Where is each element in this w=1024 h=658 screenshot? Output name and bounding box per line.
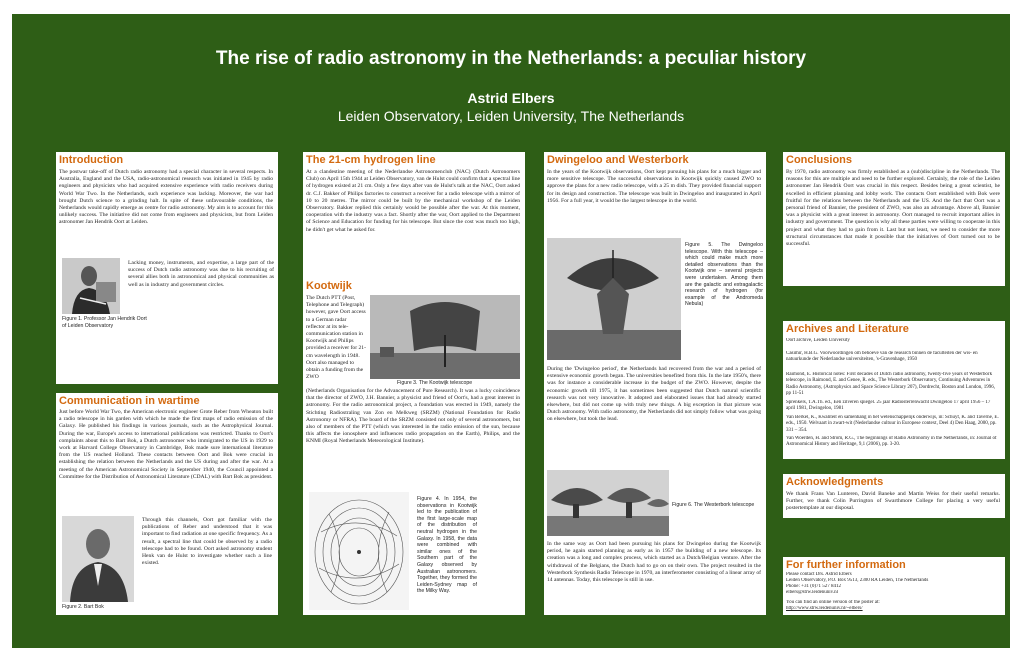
contact-line: Leiden Observatory, P.O. Box 9513, 2300 RA Leiden, The Netherlands xyxy=(786,578,929,583)
contact-line: You can find an online version of the poster at: xyxy=(786,600,880,605)
introduction-heading: Introduction xyxy=(59,154,124,166)
bok-photo xyxy=(62,516,134,602)
figure3-caption: Figure 3. The Kootwijk telescope xyxy=(397,380,473,386)
archive-line: Van Woerden, H. and Strom, R.G., The beginnings of Radio Astronomy in the Netherlands, in: Journal of Astronomical History and Heritage, 9,1 (2006), pp. 3-20. xyxy=(786,436,997,448)
figure2-caption: Figure 2. Bart Bok xyxy=(62,604,104,610)
hydrogen-heading: The 21-cm hydrogen line xyxy=(306,154,436,166)
archives-heading: Archives and Literature xyxy=(786,323,909,335)
archive-line: Raimond, E. Historical notes: First decades of Dutch radio astronomy, twenty-five years of Westerbork telescope, in Raimond, E. and Genee, R. eds., The Westerbork Observatory, Continuing Adventures in Radio Astronomy, (Astrophysics and Space Science Library 207), Dordrecht, Boston and London, 1996, pp 11-51 xyxy=(786,372,995,397)
acknowledgments-heading: Acknowledgments xyxy=(786,476,884,488)
conclusions-text: By 1970, radio astronomy was firmly established as a (sub)discipline in the Netherlands. The reasons for this are multiple and need to be further explored. Certainly, the role of the Leiden astronomer Jan Hendrik Oort was crucial in this respect. Besides being a great scientist, he excelled in efficient planning and lobby work. The contacts Oort established with Bok were fruitful for the relations between the Netherlands and the US. And the fact that Oort was a personal friend of Bannier, the president of ZWO, was also an advantage. Above all, Bannier was a physicist with a great interest in astronomy. Oort managed to recruit important allies in industry and government. The question is why all these parties were willing to cooperate in this project and what they had to gain from it. Last but not least, we need to consider the more structural circumstances that made it possible that the initiatives of Oort turned out to be successful. xyxy=(786,169,1000,248)
contact-line: Phone: +31 (0)71 527 8412 xyxy=(786,584,842,589)
archive-line: Casimir, H.B.G. Voorwoordingen om behoeve van de research binnen de faculteiten der wis- en natuurkunde der Nederlandse universiteiten, 's-Gravenhage, 1950 xyxy=(786,351,978,363)
kootwijk-heading: Kootwijk xyxy=(306,280,352,292)
contact-email[interactable]: elbers@strw.leidenuniv.nl xyxy=(786,590,838,595)
figure5-caption: Figure 5. The Dwingeloo telescope. With this telescope – which could make much more detailed observations than the Kootwijk one – several projects were undertaken. Among them are the galactic and extragalactic research of hydrogen (for example of the Andromeda Nebula) xyxy=(685,242,763,308)
conclusions-heading: Conclusions xyxy=(786,154,853,166)
introduction-side-text: Lacking money, instruments, and expertise, a large part of the success of Dutch radio astronomy was due to his recruiting of several allies both in astronomical and physical communities as well as in industry and government circles. xyxy=(128,260,274,288)
poster-url-link[interactable]: http://www.strw.leidenuniv.nl/~elbers/ xyxy=(786,606,863,611)
hydrogen-map-illustration xyxy=(309,492,409,610)
dwingeloo-text2: During the 'Dwingeloo period', the Netherlands had recovered from the war and a period of extensive economic growth began. The universities benefited from this. In the late 1950's, there was for instance a considerable increase in the budget of the ZWO. However, despite the economic growth till 1975, it has sometimes been suggested that Dutch natural scientific research was not very innovative. It adopted and elaborated issues that had already started elsewhere, but did not come up with truly new things. A big exception in that picture was Dutch astronomy. With radio astronomy, the Netherlands did not simply follow what was going on elsewhere, but took the lead. xyxy=(547,366,761,423)
figure6-caption: Figure 6. The Westerbork telescope xyxy=(672,502,755,508)
acknowledgments-text: We thank Frans Van Lunteren, David Baneke and Martin Weiss for their useful remarks. Further, we thank Colin Purrington of Swarthmore College for placing a very useful postertemplate at our disposal. xyxy=(786,491,1000,512)
westerbork-photo-illustration xyxy=(547,470,669,536)
communication-panel xyxy=(56,393,278,615)
communication-text: Just before World War Two, the American electronic engineer Grote Reber from Wheaton built a radio telescope in his garden with which he made the first maps of radio emission of the Galaxy. He published his findings in various journals, such as the Astrophysical Journal. During the war, Europe's access to international publications was restricted. Thanks to Oort's complaints about this to Bart Bok, a Dutch astronomer who immigrated to the US in 1929 to work at Harvard College Observatory in Cambridge, Bok made sure international literature from the US reached Holland. These contacts between Oort and Bok were crucial in establishing the relation between the Netherlands and the US during and after the war. At a meeting of the American Astronomical Society in September 1940, the Council appointed a Committee for the Distribution of Astronomical Literature (CDAL) with Bart Bok as president. xyxy=(59,409,273,480)
dwingeloo-panel xyxy=(544,152,766,615)
kootwijk-text: (Netherlands Organisation for the Advancement of Pure Research). It was a lucky coincidence that the director of ZWO, J.H. Bannier, a physicist and friend of Oort's, had a great interest in astronomy. For the radio astronomical project, a foundation was erected in 1949, namely the Stichting Radiostraling van Zon en Melkweg (SRZM) (National Foundation for Radio Astronomy or NFRA). The board of the SRZM consisted not only of several astronomers, but also of members of the PTT (which was interested in the radio emission of the sun, because this affects the ionosphere and influences radio propagation on the Earth), Philips, and the KNMI (Royal Netherlands Meteorological Institute). xyxy=(306,388,520,445)
archive-line: Sprenkels, T.A.Th. ed., Een zilveren spiegel. 25 jaar Radiosterrenwacht Dwingeloo 17 april 1956 – 17 april 1981, Dwingeloo, 1981 xyxy=(786,400,991,412)
poster-title: The rise of radio astronomy in the Netherlands: a peculiar history xyxy=(215,48,807,69)
archive-line: Van Berkel, K., Kwaliteit en samenhang in het wetenschappelijk onderwijs, in: Schuyt, K. and Taverne, E. eds., 1950. Welvaart in zwart-wit (Nederlandse cultuur in Europese context, Deel 4) Den Haag, 2000, pp. 331 – 354. xyxy=(786,415,999,433)
figure1-caption: Figure 1. Professor Jan Hendrik Oort of Leiden Observatory xyxy=(62,316,147,329)
introduction-text: The postwar take-off of Dutch radio astronomy had a special character in several respects. In Australia, England and the USA, radio-astronomical research was initiated in 1945 by radio engineers and physicists who had acquired extensive experience with radio receivers during World War Two. In the Netherlands, such experience was lacking. Moreover, the war had brought Dutch science to a grinding halt. In spite of these unfavourable conditions, the Netherlands would rapidly emerge as centre for radio astronomy. My aim is to account for this unlikely success. The initiative did not come from engineers and physicists, but from Leiden astronomer Jan Hendrik Oort at Leiden. xyxy=(59,169,273,226)
bok-photo-illustration xyxy=(62,516,134,602)
dwingeloo-text: In the years of the Kootwijk observations, Oort kept pursuing his plans for a much bigger and more sensitive telescope. The successful observations in Kootwijk quickly caused ZWO to approve the plans for a new radio telescope, with a 25 m dish. They provided financial support for its design and construction. The telescope was built in Dwingeloo and inaugurated in April 1956. For a full year, it would be the largest telescope in the world. xyxy=(547,169,761,204)
hydrogen-panel xyxy=(303,152,525,615)
dwingeloo-photo-illustration xyxy=(547,238,681,360)
kootwijk-side-text: The Dutch PTT (Post, Telephone and Telegraph) however, gave Oort access to a German radar reflector at its tele-communication station in Kootwijk and Philips provided a receiver for 21-cm wavelength in 1948. Oort also managed to obtain a funding from the ZWO xyxy=(306,295,366,381)
introduction-panel xyxy=(56,152,278,384)
contact-line: Please contact Drs. Astrid Elbers xyxy=(786,572,852,577)
poster-affiliation: Leiden Observatory, Leiden University, The Netherlands xyxy=(337,108,685,124)
figure4-caption: Figure 4. In 1954, the observations in Kootwijk led to the publication of the first large-scale map of the distribution of neutral hydrogen in the Galaxy. In 1958, the data were combined with similar ones of the Southern part of the Galaxy observed by Australian astronomers. Together, they formed the Leiden-Sydney map of the Milky Way. xyxy=(417,496,477,595)
kootwijk-photo-illustration xyxy=(370,295,520,379)
oort-photo-illustration xyxy=(62,258,120,314)
conclusions-panel xyxy=(783,152,1005,286)
westerbork-photo xyxy=(547,470,669,536)
further-info-panel xyxy=(783,557,1005,615)
dwingeloo-text3: In the same way as Oort had been pursuing his plans for Dwingeloo during the Kootwijk period, he again started planning as early as in 1957 the building of a new telescope. Its creation was a long and complex process, which started as a Dutch/Belgian venture. After the withdrawal of the Belgians, the Dutch had to go on on their own. The project resulted in the Westerbork Synthesis Radio Telescope in 1970, an interferometer consisting of a linear array of 14 antennas. Today, this telescope is still in use. xyxy=(547,541,761,584)
communication-side-text: Through this channels, Oort got familiar with the publications of Reber and understood that it was important to find radiation at one specific frequency. As a result, a spectral line that could be observed by a radio telescope had to be found. Oort asked astronomy student Henk van de Hulst to investigate whether such a line existed. xyxy=(142,517,272,567)
archives-panel xyxy=(783,321,1005,459)
communication-heading: Communication in wartime xyxy=(59,395,200,407)
kootwijk-photo xyxy=(370,295,520,379)
oort-photo xyxy=(62,258,120,314)
hydrogen-text: At a clandestine meeting of the Nederlandse Astronomenclub (NAC) (Dutch Astronomers Club) on April 15th 1944 at Leiden Observatory, van de Hulst could confirm that a spectral line of hydrogen existed at 21 cm. Only a few days after van de Hulst's talk at the NAC, Oort asked dr. C.J. Bakker of Philips factories to construct a receiver for a radio telescope with a mirror of 10 to 20 metres. The mirror could be built by the mechanical workshop of the Leiden Observatory. Bakker replied this certainly would be possible after the war. At this moment, cooperation with the industry was a fact. Shortly after the war, Oort applied to the Department of Science and Education for funding for his telescope. But since the cost was much too high, he didn't get what he asked for. xyxy=(306,169,520,233)
poster-author: Astrid Elbers xyxy=(467,90,555,106)
dwingeloo-photo xyxy=(547,238,681,360)
dwingeloo-heading: Dwingeloo and Westerbork xyxy=(547,154,689,166)
acknowledgments-panel xyxy=(783,474,1005,518)
further-info-heading: For further information xyxy=(786,559,906,571)
archive-line: Oort archive, Leiden University xyxy=(786,338,850,343)
milky-way-map xyxy=(309,492,409,610)
